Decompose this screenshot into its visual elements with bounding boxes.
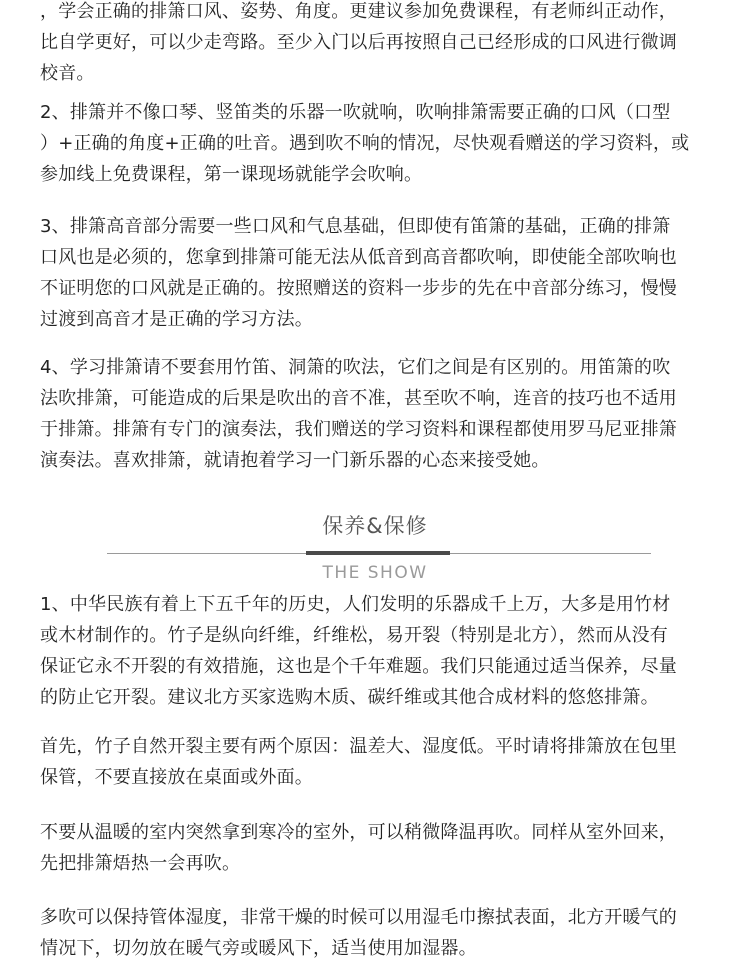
tip-3-line-3: 不证明您的口风就是正确的。按照赠送的资料一步步的先在中音部分练习，慢慢 (40, 278, 677, 299)
intro-paragraph (40, 0, 720, 89)
care-1-line-4: 的防止它开裂。建议北方买家选购木质、碳纤维或其他合成材料的悠悠排箫。 (40, 687, 659, 708)
tip-4-paragraph (40, 352, 720, 476)
care-first-paragraph (40, 731, 720, 793)
care-first-line-2: 保管，不要直接放在桌面或外面。 (40, 767, 313, 788)
care-1-line-3: 保证它永不开裂的有效措施，这也是个千年难题。我们只能通过适当保养，尽量 (40, 656, 677, 677)
section-subtitle: THE SHOW (322, 563, 428, 583)
section-title: 保养&保修 (322, 514, 428, 538)
tip-4-line-2: 法吹排箫，可能造成的后果是吹出的音不准，甚至吹不响，连音的技巧也不适用 (40, 388, 677, 409)
tip-2-line-2: ）+正确的角度+正确的吐音。遇到吹不响的情况，尽快观看赠送的学习资料，或 (40, 133, 690, 154)
intro-line-2: 比自学更好，可以少走弯路。至少入门以后再按照自己已经形成的口风进行微调 (40, 32, 677, 53)
tip-3-line-2: 口风也是必须的，您拿到排箫可能无法从低音到高音都吹响，即使能全部吹响也 (40, 247, 677, 268)
tip-2-line-3: 参加线上免费课程，第一课现场就能学会吹响。 (40, 164, 423, 185)
care-humidity-paragraph (40, 902, 720, 964)
tip-2-paragraph (40, 97, 720, 190)
care-temperature-paragraph (40, 817, 720, 879)
tip-3-line-1: 3、排箫高音部分需要一些口风和气息基础，但即使有笛箫的基础，正确的排箫 (40, 216, 671, 237)
care-1-line-1: 1、中华民族有着上下五千年的历史，人们发明的乐器成千上万，大多是用竹材 (40, 594, 671, 615)
care-first-line-1: 首先，竹子自然开裂主要有两个原因：温差大、湿度低。平时请将排箫放在包里 (40, 736, 677, 757)
tip-4-line-3: 于排箫。排箫有专门的演奏法，我们赠送的学习资料和课程都使用罗马尼亚排箫 (40, 419, 677, 440)
intro-line-3: 校音。 (40, 63, 95, 84)
care-1-paragraph (40, 589, 720, 713)
care-temperature-line-2: 先把排箫焐热一会再吹。 (40, 853, 241, 874)
care-1-line-2: 或木材制作的。竹子是纵向纤维，纤维松，易开裂（特别是北方），然而从没有 (40, 625, 668, 646)
tip-3-paragraph (40, 211, 720, 335)
tip-4-line-1: 4、学习排箫请不要套用竹笛、洞箫的吹法，它们之间是有区别的。用笛箫的吹 (40, 357, 671, 378)
tip-3-line-4: 过渡到高音才是正确的学习方法。 (40, 309, 313, 330)
section-divider-accent (306, 551, 450, 555)
tip-2-line-1: 2、排箫并不像口琴、竖笛类的乐器一吹就响，吹响排箫需要正确的口风（口型 (40, 102, 671, 123)
care-humidity-line-1: 多吹可以保持管体湿度，非常干燥的时候可以用湿毛巾擦拭表面，北方开暖气的 (40, 907, 677, 928)
tip-4-line-4: 演奏法。喜欢排箫，就请抱着学习一门新乐器的心态来接受她。 (40, 450, 550, 471)
care-humidity-line-2: 情况下，切勿放在暖气旁或暖风下，适当使用加湿器。 (40, 938, 477, 959)
intro-line-1: ，学会正确的排箫口风、姿势、角度。更建议参加免费课程，有老师纠正动作， (40, 1, 677, 22)
care-temperature-line-1: 不要从温暖的室内突然拿到寒冷的室外，可以稍微降温再吹。同样从室外回来， (40, 822, 677, 843)
